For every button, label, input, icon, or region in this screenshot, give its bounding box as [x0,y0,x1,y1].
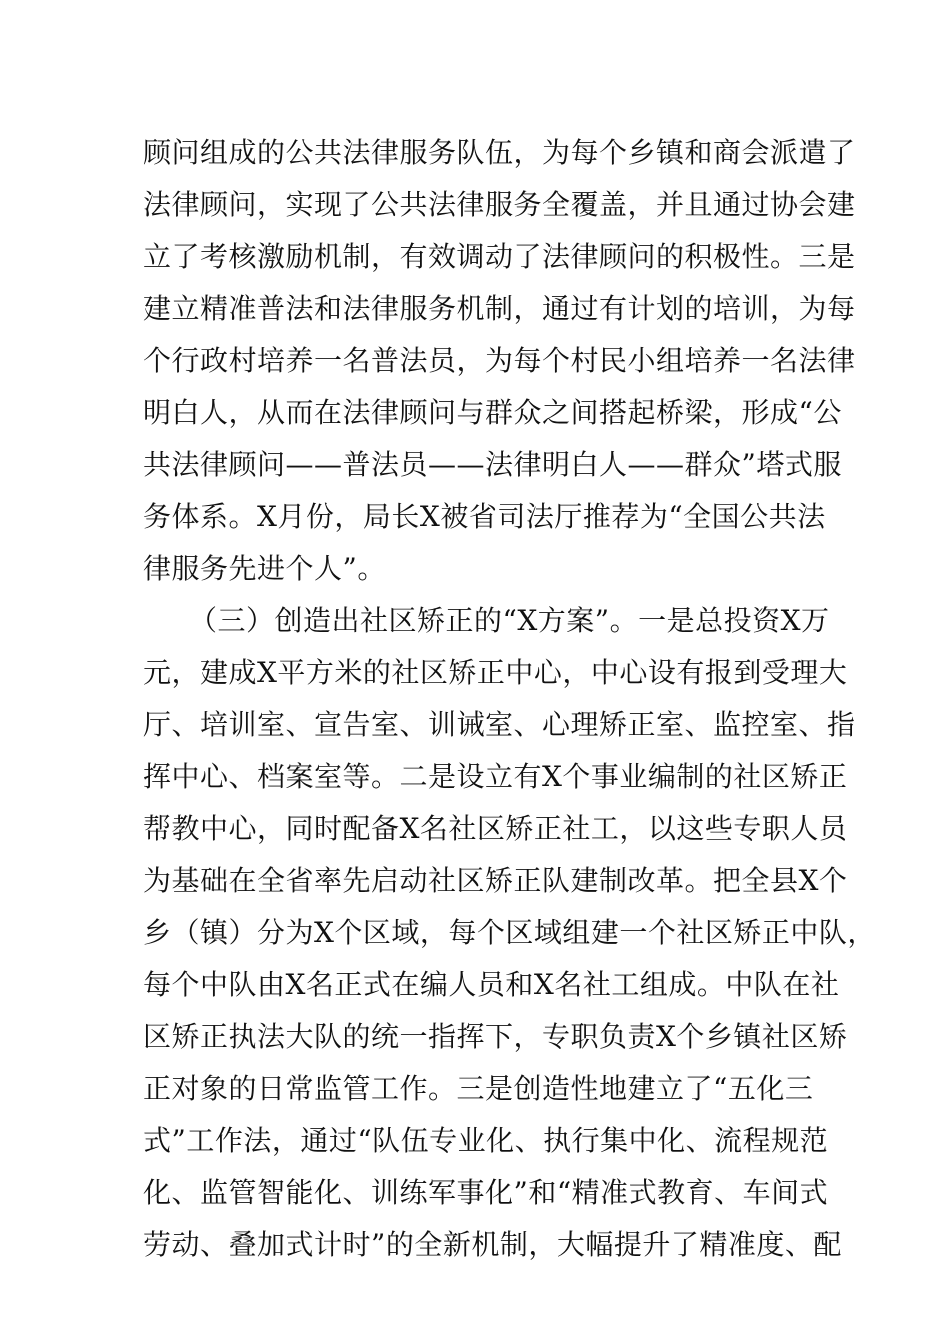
text-line: 明白人，从而在法律顾问与群众之间搭起桥梁，形成“公 [143,396,842,429]
text-line: 劳动、叠加式计时”的全新机制，大幅提升了精准度、配 [143,1228,842,1261]
text-line: 挥中心、档案室等。二是设立有X个事业编制的社区矫正 [143,760,848,793]
text-line: 务体系。X月份，局长X被省司法厅推荐为“全国公共法 [143,500,826,533]
text-line: 为基础在全省率先启动社区矫正队建制改革。把全县X个 [143,864,848,897]
text-line: 个行政村培养一名普法员，为每个村民小组培养一名法律 [143,344,856,377]
text-line: 区矫正执法大队的统一指挥下，专职负责X个乡镇社区矫 [143,1020,848,1053]
text-line: 帮教中心，同时配备X名社区矫正社工，以这些专职人员 [143,812,848,845]
text-line: 正对象的日常监管工作。三是创造性地建立了“五化三 [143,1072,814,1105]
text-line: 建立精准普法和法律服务机制，通过有计划的培训，为每 [143,292,856,325]
text-line: 顾问组成的公共法律服务队伍，为每个乡镇和商会派遣了 [143,136,856,169]
text-line: 法律顾问，实现了公共法律服务全覆盖，并且通过协会建 [143,188,856,221]
paragraph-start-line: （三）创造出社区矫正的“X方案”。一是总投资X万 [189,604,830,637]
text-line: 厅、培训室、宣告室、训诫室、心理矫正室、监控室、指 [143,708,856,741]
text-line: 式”工作法，通过“队伍专业化、执行集中化、流程规范 [143,1124,829,1157]
text-line: 元，建成X平方米的社区矫正中心，中心设有报到受理大 [143,656,848,689]
text-line: 立了考核激励机制，有效调动了法律顾问的积极性。三是 [143,240,856,273]
text-line: 共法律顾问——普法员——法律明白人——群众”塔式服 [143,448,842,481]
document-body [143,127,876,1271]
text-line: 律服务先进个人”。 [143,552,386,585]
text-line: 每个中队由X名正式在编人员和X名社工组成。中队在社 [143,968,840,1001]
text-line: 化、监管智能化、训练军事化”和“精准式教育、车间式 [143,1176,829,1209]
text-line: 乡（镇）分为X个区域，每个区域组建一个社区矫正中队， [143,916,876,949]
